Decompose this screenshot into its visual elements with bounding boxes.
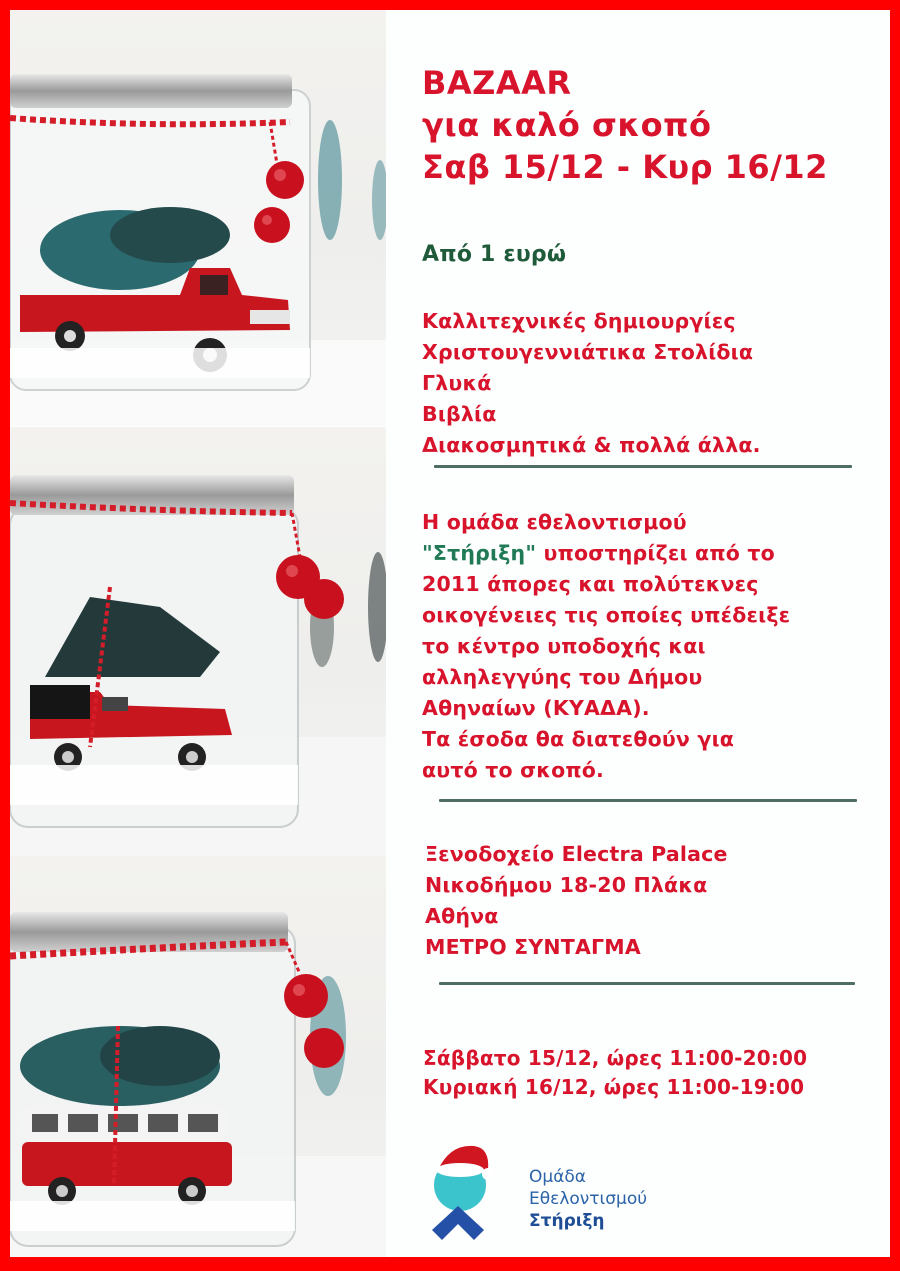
list-item: Βιβλία: [422, 402, 497, 426]
about-paragraph: [422, 507, 790, 786]
logo-line-name: Στήριξη: [529, 1211, 605, 1231]
logo-line-group: Ομάδα: [529, 1167, 587, 1187]
about-text: υποστηρίζει από το: [536, 541, 775, 565]
about-line: Αθηναίων (ΚΥΑΔΑ).: [422, 696, 650, 720]
snow-globe-jar-red-jeep-icon: [10, 427, 386, 856]
opening-hours: [423, 1044, 807, 1102]
venue-city: Αθήνα: [425, 904, 499, 928]
list-item: Χριστουγεννιάτικα Στολίδια: [422, 340, 754, 364]
venue-address: [425, 839, 728, 963]
photo-jar-pickup: [10, 10, 386, 426]
list-item: Γλυκά: [422, 371, 492, 395]
photo-column: [10, 10, 386, 1257]
about-line: [422, 538, 790, 569]
title-line-dates: Σαβ 15/12 - Κυρ 16/12: [422, 148, 828, 186]
about-line: αυτό το σκοπό.: [422, 758, 605, 782]
about-line: οικογένειες τις οποίες υπέδειξε: [422, 603, 791, 627]
title-line-bazaar: BAZAAR: [422, 64, 572, 102]
divider: [434, 465, 852, 468]
logo-line-volunteering: Εθελοντισμού: [529, 1189, 648, 1209]
hours-sunday: Κυριακή 16/12, ώρες 11:00-19:00: [423, 1075, 805, 1099]
snow-globe-jar-red-pickup-truck-icon: [10, 10, 386, 426]
photo-jar-jeep: [10, 427, 386, 856]
organization-logo: [430, 1140, 690, 1250]
poster-title: [422, 62, 828, 188]
venue-hotel: Ξενοδοχείο Electra Palace: [425, 842, 728, 866]
title-line-cause: για καλό σκοπό: [422, 106, 712, 144]
about-line: 2011 άπορες και πολύτεκνες: [422, 572, 759, 596]
snow-globe-jar-red-van-icon: [10, 856, 386, 1257]
items-list: [422, 306, 761, 461]
price-note: Από 1 ευρώ: [422, 242, 567, 267]
volunteer-figure-santa-hat-icon: [430, 1140, 520, 1250]
venue-metro: ΜΕΤΡΟ ΣΥΝΤΑΓΜΑ: [425, 935, 641, 959]
venue-street: Νικοδήμου 18-20 Πλάκα: [425, 873, 708, 897]
about-line: το κέντρο υποδοχής και: [422, 634, 706, 658]
logo-wordmark: [529, 1166, 647, 1232]
about-line: αλληλεγγύης του Δήμου: [422, 665, 703, 689]
divider: [439, 982, 855, 985]
list-item: Διακοσμητικά & πολλά άλλα.: [422, 433, 761, 457]
hours-saturday: Σάββατο 15/12, ώρες 11:00-20:00: [423, 1046, 808, 1070]
divider: [439, 799, 857, 802]
bazaar-poster: [10, 10, 890, 1257]
about-line: Τα έσοδα θα διατεθούν για: [422, 727, 735, 751]
about-line: Η ομάδα εθελοντισμού: [422, 510, 687, 534]
list-item: Καλλιτεχνικές δημιουργίες: [422, 309, 736, 333]
photo-jar-van: [10, 856, 386, 1257]
organization-name: "Στήριξη": [422, 541, 537, 565]
